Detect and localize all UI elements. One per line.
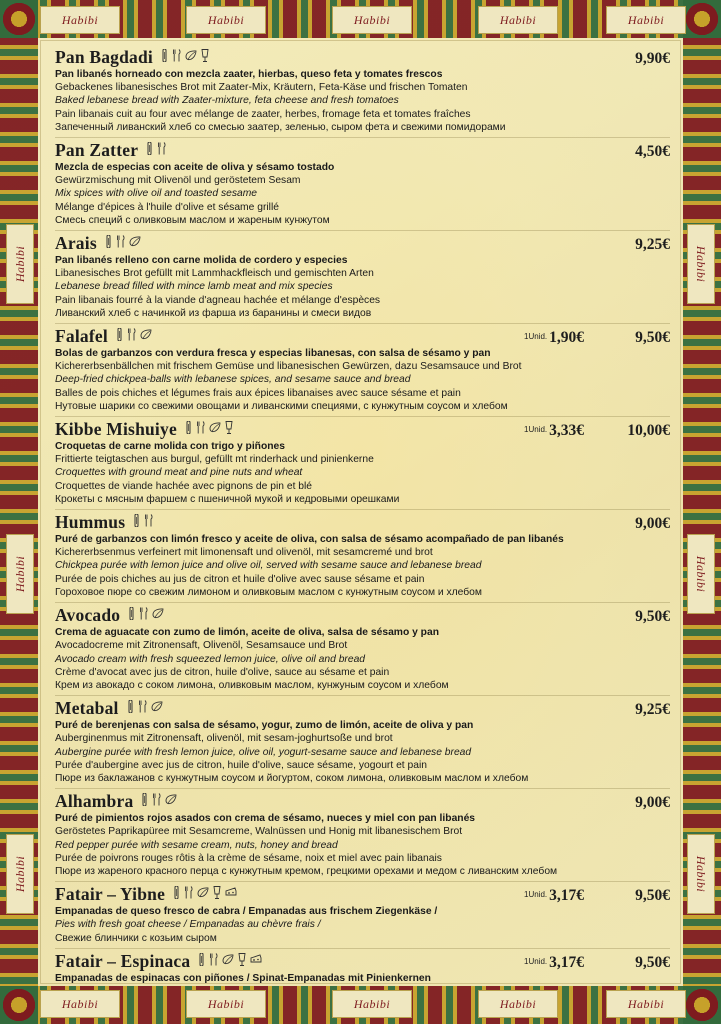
menu-item-price: 10,00€ [627, 422, 670, 440]
menu-item-description-es: Pan libanés horneado con mezcla zaater, hierbas, queso feta y tomates frescos [55, 69, 443, 80]
brand-logo: Habibi [606, 990, 686, 1018]
leaf-icon [185, 50, 197, 61]
menu-item-name: Falafel [55, 326, 108, 347]
menu-item-header [55, 140, 670, 161]
item-divider [55, 695, 670, 696]
brand-logo: Habibi [478, 6, 558, 34]
brand-logo: Habibi [6, 534, 34, 614]
bread-icon [116, 328, 123, 341]
unit-label: 1Unid. [524, 890, 548, 900]
menu-item-icons [105, 235, 141, 248]
menu-item-description-es: Empanadas de queso fresco de cabra / Empanadas aus frischem Ziegenkäse / [55, 906, 438, 918]
menu-item-price: 9,50€ [635, 608, 670, 626]
menu-item-price: 9,00€ [635, 794, 670, 812]
menu-item-name: Kibbe Mishuiye [55, 419, 177, 440]
border-corner-top-right [683, 0, 721, 38]
brand-logo: Habibi [606, 6, 686, 34]
menu-item-icons [161, 49, 209, 62]
menu-item-name: Alhambra [55, 791, 134, 812]
menu-item-description-de: Gebackenes libanesisches Brot mit Zaater-Mix, Kräutern, Feta-Käse und frischen Tomaten [55, 82, 468, 94]
menu-item [55, 326, 670, 414]
leaf-icon [152, 608, 164, 619]
bread-icon [146, 142, 153, 155]
menu-item [55, 512, 670, 600]
menu-item-description-ru: Крем из авокадо с соком лимона, оливковым маслом, кунжуным соусом и хлебом [55, 679, 449, 691]
menu-item-unit-price: 1,90€ [549, 329, 584, 347]
brand-logo: Habibi [40, 6, 120, 34]
brand-logo: Habibi [687, 834, 715, 914]
border-corner-bottom-right [683, 986, 721, 1024]
menu-item-header [55, 47, 670, 68]
bread-icon [198, 953, 205, 966]
menu-item-description-fr: Pain libanais cuit au four avec mélange de zaater, herbes, fromage feta et tomates fraîches [55, 108, 471, 120]
menu-item-unit-price: 3,33€ [549, 422, 584, 440]
menu-item-description-de: Frittierte teigtaschen aus burgul, gefüllt mt rinderhack und pinienkerne [55, 454, 374, 466]
brand-logo: Habibi [6, 834, 34, 914]
menu-item-unit-price: 3,17€ [549, 953, 584, 971]
leaf-icon [209, 422, 221, 433]
menu-item-description-en: Baked lebanese bread with Zaater-mixture, feta cheese and fresh tomatoes [55, 95, 399, 107]
menu-item-description-ru: Крокеты с мясным фаршем с пшеничной мукой и кедровыми орешками [55, 493, 400, 505]
menu-item-header [55, 605, 670, 626]
menu-item-description-es: Puré de garbanzos con limón fresco y aceite de oliva, con salsa de sésamo acompañado de pan libanés [55, 534, 564, 546]
menu-item-description-ru: Гороховое пюре со свежим лимоном и оливковым маслом с кунжутным соусом и хлебом [55, 586, 482, 598]
menu-item-icons [185, 421, 233, 434]
menu-item-description-de: Gewürzmischung mit Olivenöl und geröstetem Sesam [55, 175, 301, 187]
menu-item-header [55, 698, 670, 719]
cheese-icon [225, 887, 237, 898]
menu-item-price: 9,25€ [635, 701, 670, 719]
menu-item-name: Metabal [55, 698, 119, 719]
menu-item-description-fr: Pain libanais fourré à la viande d'agneau hachée et mélange d'espèces [55, 294, 381, 306]
menu-item-name: Pan Zatter [55, 140, 139, 161]
item-divider [55, 323, 670, 324]
item-divider [55, 881, 670, 882]
leaf-icon [140, 329, 152, 340]
menu-item-price: 9,00€ [635, 515, 670, 533]
menu-item-description-de: Kichererbsenbällchen mit frischem Gemüse und libanesischen Gewürzen, dazu Sesamsauce und Brot [55, 361, 522, 373]
leaf-icon [165, 794, 177, 805]
menu-item [55, 140, 670, 228]
bread-icon [173, 886, 180, 899]
menu-item-name: Pan Bagdadi [55, 47, 153, 67]
menu-item-description-en: Lebanese bread filled with mince lamb meat and mix species [55, 281, 333, 293]
utensils-icon [116, 235, 125, 248]
item-divider [55, 416, 670, 417]
brand-logo: Habibi [687, 534, 715, 614]
menu-item-price: 9,25€ [635, 236, 670, 254]
item-divider [55, 948, 670, 949]
menu-item-description-ru: Пюре из баклажанов с кунжутным соусом и йогуртом, соком лимона, оливковым маслом и хлебом [55, 772, 529, 784]
menu-item-description-de: Libanesisches Brot gefüllt mit Lammhackfleisch und gemischten Arten [55, 268, 374, 280]
brand-logo: Habibi [186, 6, 266, 34]
menu-item-price: 9,90€ [635, 50, 670, 67]
utensils-icon [157, 142, 166, 155]
menu-item-description-ru: Ливанский хлеб с начинкой из фарша из баранины и смеси видов [55, 307, 372, 319]
menu-item-description-en: Red pepper purée with sesame cream, nuts, honey and bread [55, 839, 338, 851]
menu-item-description-en: Aubergine purée with fresh lemon juice, olive oil, yogurt-sesame sauce and lebanese bread [55, 746, 472, 758]
menu-item-icons [141, 793, 177, 806]
menu-item-description-en: Pies with fresh goat cheese / Empanadas au chèvre frais / [55, 919, 321, 931]
menu-item [55, 791, 670, 879]
unit-label: 1Unid. [524, 425, 548, 435]
menu-inner-frame [40, 40, 681, 984]
menu-item-header [55, 233, 670, 254]
menu-item-icons [127, 700, 163, 713]
brand-logo: Habibi [687, 224, 715, 304]
brand-logo: Habibi [40, 990, 120, 1018]
menu-item-description-ru: Нутовые шарики со свежими овощами и ливанскими специями, с кунжутным соусом и хлебом [55, 400, 508, 412]
menu-item-description-de: Kichererbsenmus verfeinert mit limonensaft und olivenöl, mit sesamcremé und brot [55, 547, 433, 559]
menu-item-description-fr: Purée de pois chiches au jus de citron et huile d'olive avec sause sésame et pain [55, 573, 425, 585]
utensils-icon [184, 886, 193, 899]
bread-icon [185, 421, 192, 434]
bread-icon [105, 235, 112, 248]
menu-item-description-ru: Запеченный ливанский хлеб со смесью заатер, зеленью, сыром фета и свежими помидорами [55, 121, 506, 133]
menu-item-description-en: Chickpea purée with lemon juice and olive oil, served with sesame sauce and lebanese bread [55, 560, 482, 572]
menu-item-icons [133, 514, 153, 527]
menu-item-description-de: Avocadocreme mit Zitronensaft, Olivenöl, Sesamsauce und Brot [55, 640, 348, 652]
menu-item-name: Fatair – Espinaca [55, 950, 191, 971]
menu-item-description-en: Croquettes with ground meat and pine nuts and wheat [55, 467, 303, 479]
utensils-icon [152, 793, 161, 806]
utensils-icon [209, 953, 218, 966]
menu-item-price: 9,50€ [635, 887, 670, 905]
menu-item-header [55, 791, 670, 812]
unit-label: 1Unid. [524, 956, 548, 966]
leaf-icon [222, 954, 234, 965]
menu-item-header [55, 326, 670, 347]
leaf-icon [129, 236, 141, 247]
menu-item-description-es: Puré de berenjenas con salsa de sésamo, yogur, zumo de limón, aceite de oliva y pan [55, 720, 474, 732]
menu-item-description-ru: Смесь специй с оливковым маслом и жареным кунжутом [55, 214, 330, 226]
menu-item-description-ru: Пюре из жареного красного перца с кунжутным кремом, грецкими орехами и медом с ливанским хлебом [55, 865, 558, 877]
menu-item-list [55, 47, 670, 984]
glass-icon [225, 421, 233, 434]
glass-icon [238, 953, 246, 966]
menu-item-price: 9,50€ [635, 953, 670, 971]
menu-item-description-en: Mix spices with olive oil and toasted sesame [55, 188, 258, 200]
menu-item-description-fr: Crème d'avocat avec jus de citron, huile d'olive, sauce au sésame et pain [55, 666, 390, 678]
menu-item-icons [146, 142, 166, 155]
utensils-icon [172, 49, 181, 62]
menu-item-description-en: Deep-fried chickpea-balls with lebanese spices, and sesame sauce and bread [55, 374, 411, 386]
bread-icon [161, 49, 168, 62]
menu-item-description-es: Bolas de garbanzos con verdura fresca y especias libanesas, con salsa de sésamo y pan [55, 348, 491, 360]
menu-item-description-es: Crema de aguacate con zumo de limón, aceite de oliva, salsa de sésamo y pan [55, 627, 439, 639]
item-divider [55, 602, 670, 603]
utensils-icon [127, 328, 136, 341]
menu-item [55, 698, 670, 786]
bread-icon [133, 514, 140, 527]
menu-item-price: 4,50€ [635, 143, 670, 161]
menu-item-description-fr: Croquettes de viande hachée avec pignons de pin et blé [55, 480, 313, 492]
menu-item-price: 9,50€ [635, 329, 670, 347]
menu-item-header [55, 951, 670, 972]
cheese-icon [250, 954, 262, 965]
brand-logo: Habibi [186, 990, 266, 1018]
utensils-icon [144, 514, 153, 527]
menu-item [55, 884, 670, 946]
brand-logo: Habibi [6, 224, 34, 304]
menu-item-name: Hummus [55, 512, 126, 533]
utensils-icon [139, 607, 148, 620]
menu-item-description-es: Pan libanés relleno con carne molida de cordero y especies [55, 255, 348, 267]
leaf-icon [197, 887, 209, 898]
item-divider [55, 230, 670, 231]
menu-item-name: Avocado [55, 605, 121, 626]
bread-icon [128, 607, 135, 620]
menu-item-unit-price: 3,17€ [549, 887, 584, 905]
menu-item-icons [198, 953, 262, 966]
brand-logo: Habibi [332, 990, 412, 1018]
menu-item-description-es: Puré de pimientos rojos asados con crema de sésamo, nueces y miel con pan libanés [55, 813, 476, 825]
menu-item [55, 233, 670, 321]
menu-item-description-en: Avocado cream with fresh squeezed lemon juice, olive oil and bread [55, 653, 366, 665]
menu-item-header [55, 419, 670, 440]
menu-item-icons [173, 886, 237, 899]
unit-label: 1Unid. [524, 332, 548, 342]
item-divider [55, 137, 670, 138]
menu-item [55, 951, 670, 984]
menu-item-name: Fatair – Yibne [55, 884, 166, 905]
menu-item-header [55, 512, 670, 533]
glass-icon [213, 886, 221, 899]
leaf-icon [151, 701, 163, 712]
bread-icon [127, 700, 134, 713]
menu-item-description-fr: Purée d'aubergine avec jus de citron, huile d'olive, sauce sésame, yogourt et pain [55, 759, 427, 771]
menu-item-description-fr: Balles de pois chiches et légumes frais aux épices libanaises avec sauce sésame et pain [55, 387, 461, 399]
menu-item-icons [116, 328, 152, 341]
utensils-icon [196, 421, 205, 434]
item-divider [55, 788, 670, 789]
menu-item-description-es: Mezcla de especias con aceite de oliva y sésamo tostado [55, 162, 335, 174]
bread-icon [141, 793, 148, 806]
menu-item-description-fr: Purée de poivrons rouges rôtis à la crème de sésame, noix et miel avec pain libanais [55, 852, 442, 864]
menu-item [55, 605, 670, 693]
menu-item-description-es: Empanadas de espinacas con piñones / Spinat-Empanadas mit Pinienkernen [55, 972, 431, 984]
menu-item-description-es: Croquetas de carne molida con trigo y piñones [55, 441, 286, 453]
menu-item-description-de: Geröstetes Paprikapüree mit Sesamcreme, Walnüssen und Honig mit libanesischem Brot [55, 826, 463, 838]
menu-item-description-de: Auberginenmus mit Zitronensaft, olivenöl, mit sesam-joghurtsoße und brot [55, 733, 393, 745]
menu-item-description-ru: Свежие блинчики с козьим сыром [55, 932, 217, 944]
utensils-icon [138, 700, 147, 713]
brand-logo: Habibi [332, 6, 412, 34]
menu-item [55, 47, 670, 135]
brand-logo: Habibi [478, 990, 558, 1018]
border-corner-bottom-left [0, 986, 38, 1024]
menu-item-name: Arais [55, 233, 97, 254]
item-divider [55, 509, 670, 510]
menu-item-icons [128, 607, 164, 620]
menu-item-header [55, 884, 670, 905]
glass-icon [201, 49, 209, 62]
menu-item-description-fr: Mélange d'épices à l'huile d'olive et sésame grillé [55, 201, 279, 213]
menu-item [55, 419, 670, 507]
border-corner-top-left [0, 0, 38, 38]
